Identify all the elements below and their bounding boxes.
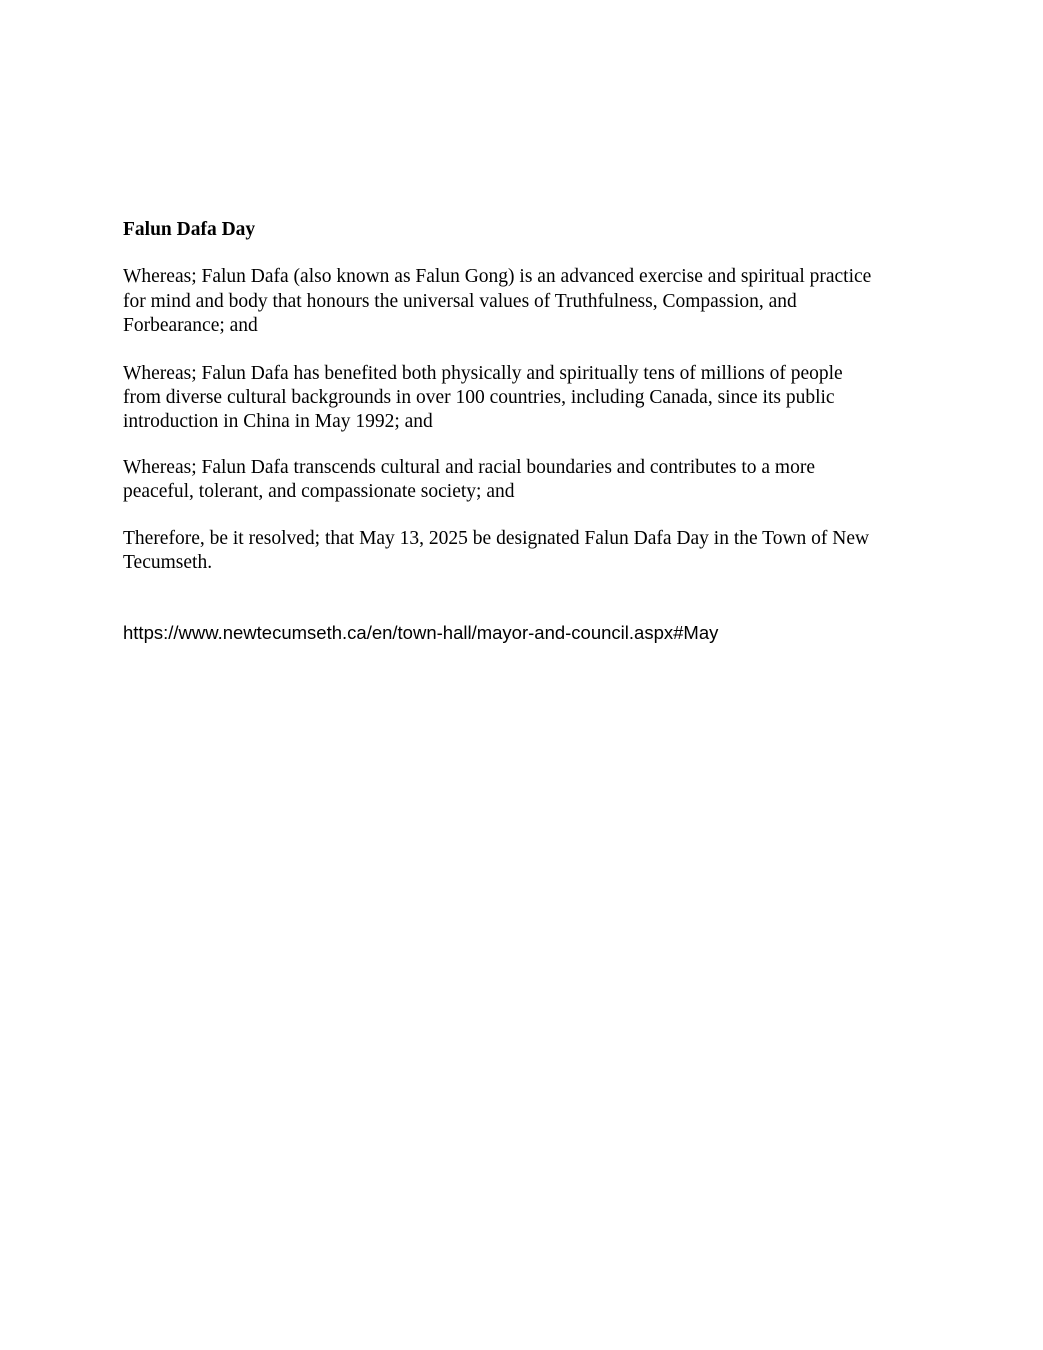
paragraph-line: Whereas; Falun Dafa transcends cultural and racial boundaries and contributes to a more	[123, 456, 815, 478]
source-url-text: https://www.newtecumseth.ca/en/town-hall/mayor-and-council.aspx#May	[123, 622, 719, 644]
paragraph-line: Whereas; Falun Dafa (also known as Falun Gong) is an advanced exercise and spiritual practice	[123, 266, 872, 288]
paragraph-line: for mind and body that honours the universal values of Truthfulness, Compassion, and	[123, 290, 797, 312]
paragraph-whereas-1	[123, 265, 933, 338]
paragraph-line: Whereas; Falun Dafa has benefited both physically and spiritually tens of millions of people	[123, 362, 843, 384]
document-content	[123, 218, 933, 645]
paragraph-whereas-2	[123, 362, 933, 435]
paragraph-line: Forbearance; and	[123, 315, 258, 337]
paragraph-line: peaceful, tolerant, and compassionate society; and	[123, 481, 515, 503]
document-title: Falun Dafa Day	[123, 219, 256, 240]
paragraph-line: from diverse cultural backgrounds in over 100 countries, including Canada, since its public	[123, 387, 835, 409]
paragraph-line: introduction in China in May 1992; and	[123, 411, 433, 433]
paragraph-line: Therefore, be it resolved; that May 13, 2025 be designated Falun Dafa Day in the Town of New	[123, 527, 870, 549]
paragraph-line: Tecumseth.	[123, 552, 213, 574]
paragraph-whereas-3	[123, 456, 933, 505]
paragraph-resolution	[123, 527, 933, 576]
